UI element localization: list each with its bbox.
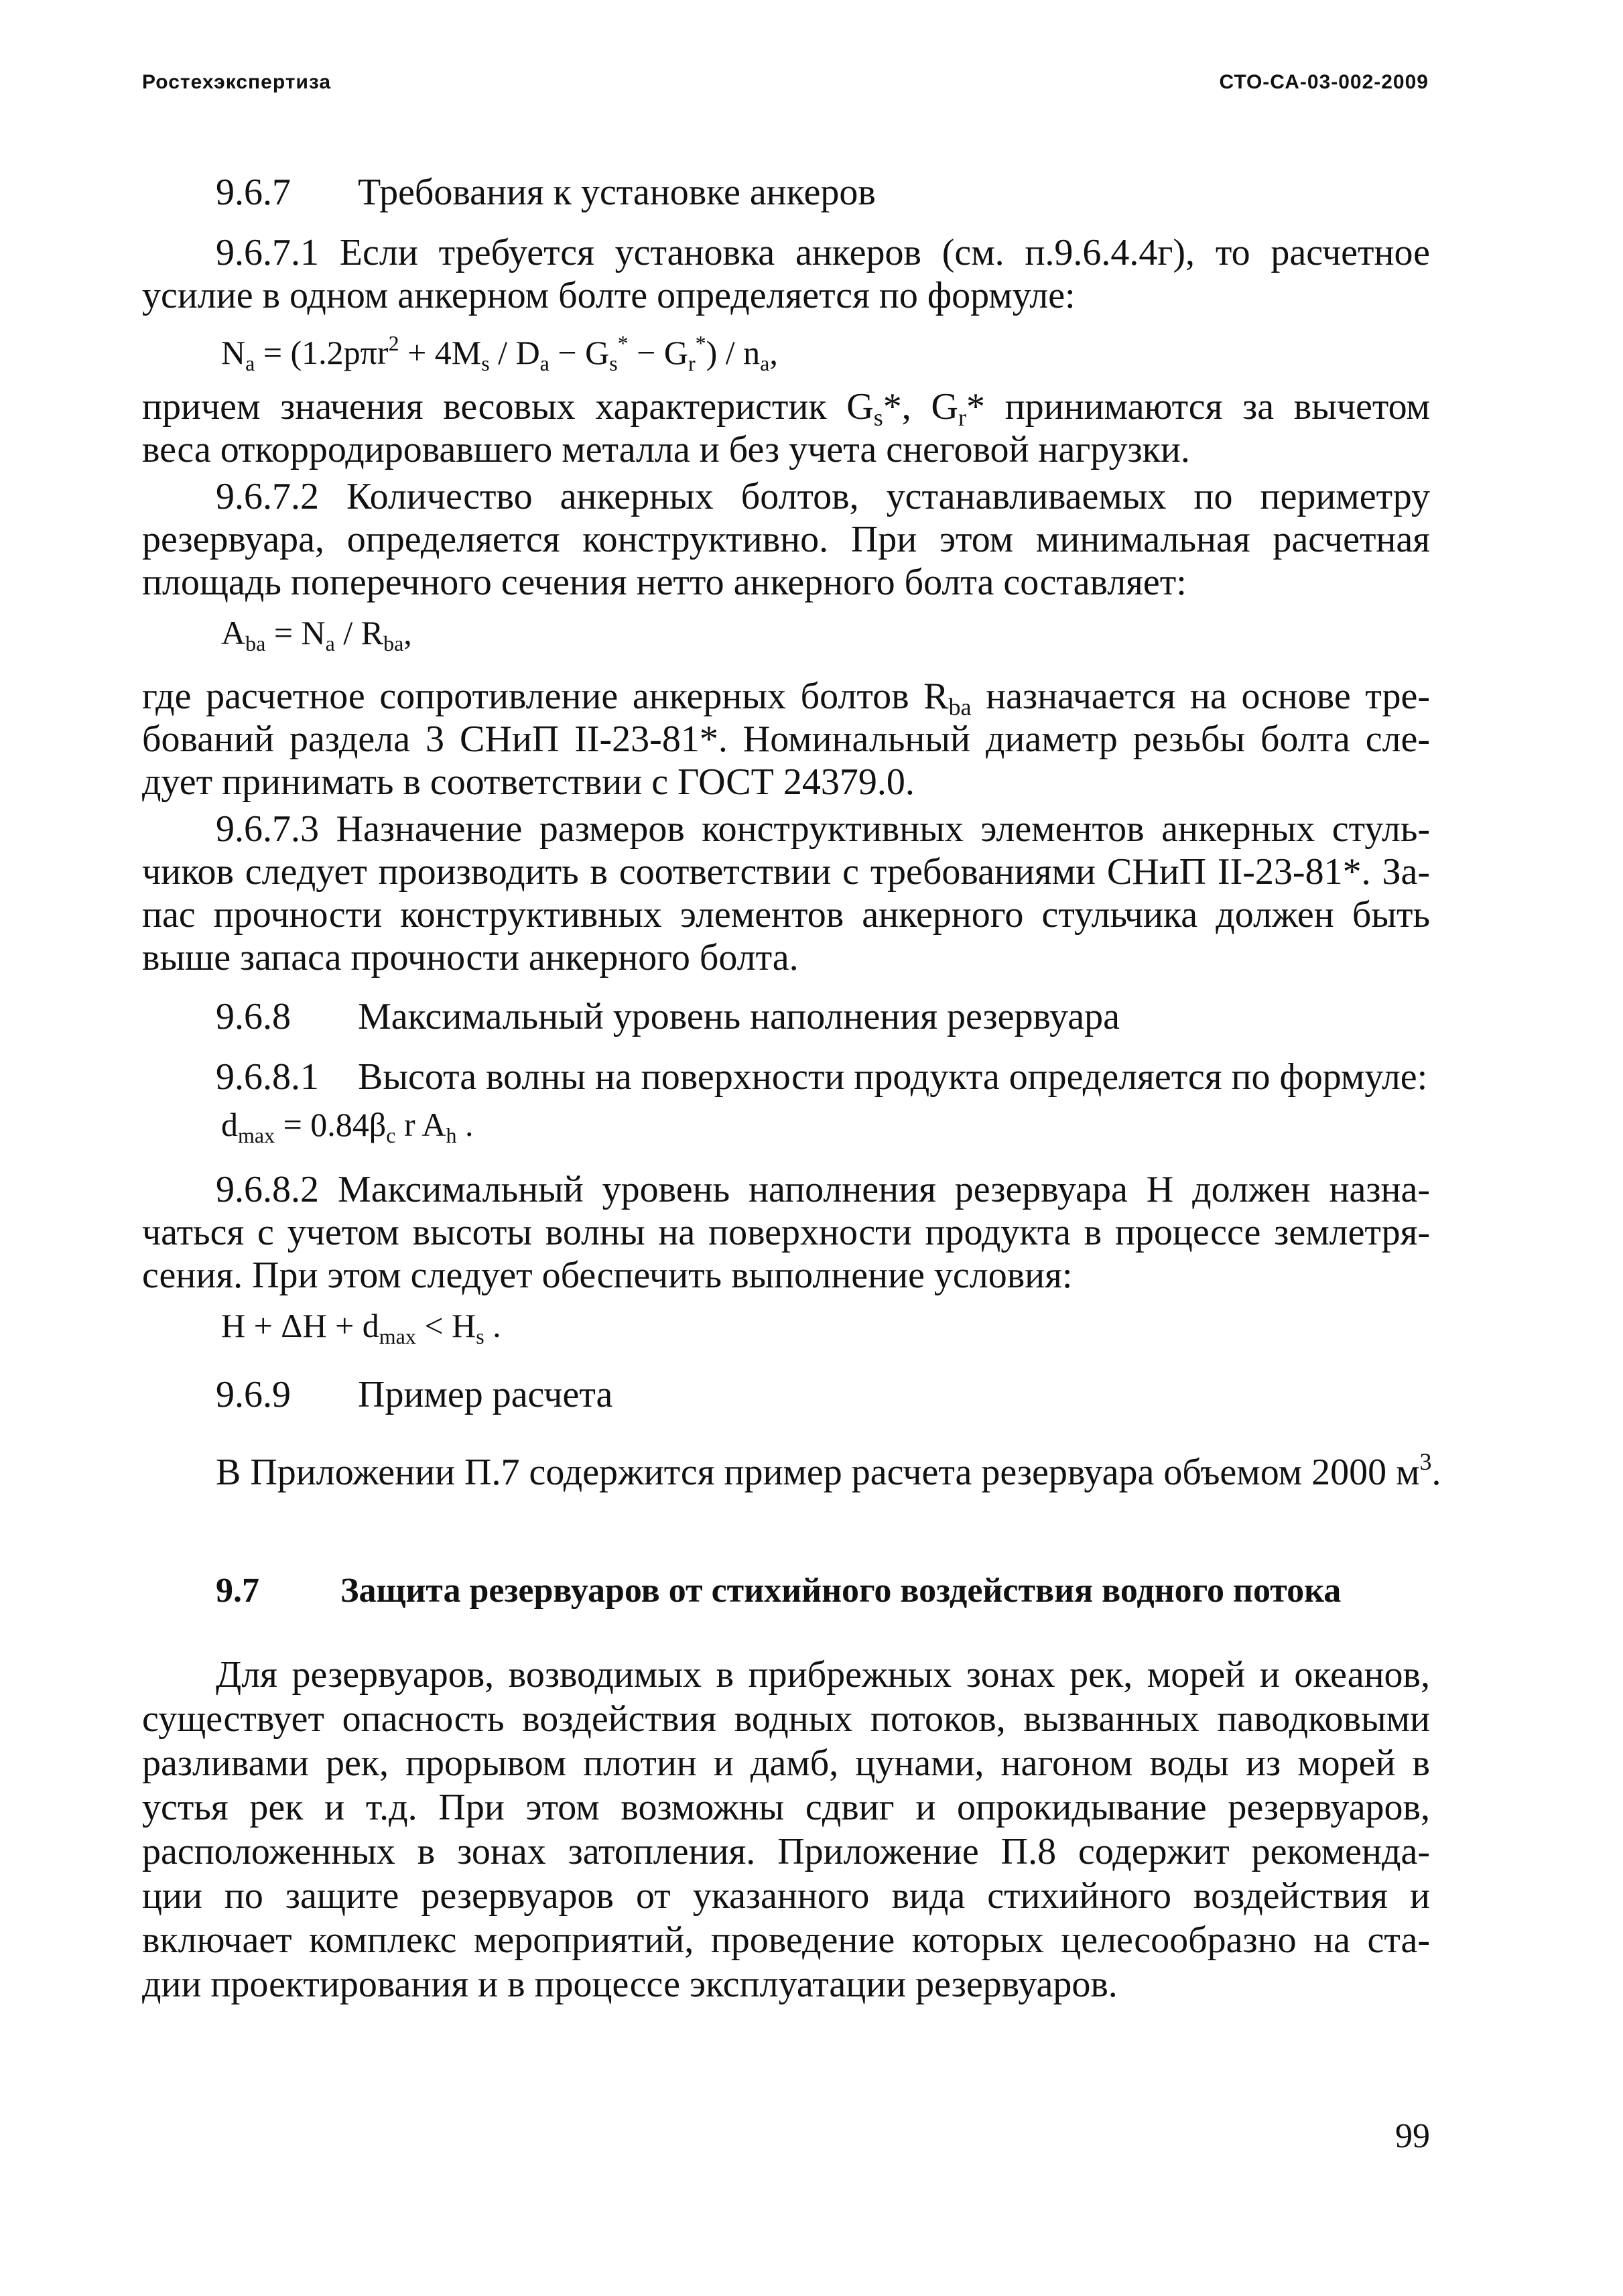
paragraph-9-7-line: ции по защите резервуаров от указанного вида стихийного воздействия и [142, 1875, 1430, 1917]
section-number: 9.7 [216, 1572, 259, 1610]
subsection-9-6-8-heading [216, 993, 1430, 1040]
formula-anchor-force: $N_a = (1.2p\pi r^2 + 4M_s / D_a - G_s^* - G_r^*) / n_a$, [221, 331, 778, 375]
header-doc-code: СТО-СА-03-002-2009 [1219, 71, 1429, 93]
paragraph-9-6-7-1-line: усилие в одном анкерном болте определяется по формуле: [142, 275, 1076, 316]
paragraph-line: причем значения весовых характеристик $G_s*$, $G_r*$ принимаются за вычетом [142, 386, 1430, 431]
section-9-7-heading [216, 1571, 1430, 1610]
section-title: Защита резервуаров от стихийного воздействия водного потока [340, 1572, 1342, 1610]
subsection-number: 9.6.9 [216, 1374, 291, 1415]
paragraph-9-7-line: существует опасность воздействия водных потоков, вызванных паводковыми [142, 1698, 1430, 1740]
paragraph-9-7-line: устья рек и т.д. При этом возможны сдвиг и опрокидывание резервуаров, [142, 1787, 1430, 1828]
formula-wave-height: $d_{max} = 0.84\beta_c$ r $A_h$ . [221, 1106, 474, 1147]
paragraph-9-7-line: включает комплекс мероприятий, проведение которых целесообразно на ста- [142, 1919, 1430, 1961]
paragraph-9-6-7-3-line: чиков следует производить в соответствии с требованиями СНиП II-23-81*. За- [142, 851, 1430, 893]
paragraph-9-6-8-2-line: 9.6.8.2 Максимальный уровень наполнения резервуара H должен назна- [216, 1169, 1430, 1210]
formula-bolt-area: $A_{ba} = N_a / R_{ba}$, [221, 614, 412, 655]
paragraph-9-6-7-1-line: 9.6.7.1 Если требуется установка анкеров (см. п.9.6.4.4г), то расчетное [216, 232, 1430, 273]
subsection-title: Пример расчета [358, 1374, 613, 1415]
subsection-number: 9.6.8 [216, 996, 291, 1037]
paragraph-9-7-line: разливами рек, прорывом плотин и дамб, цунами, нагоном воды из морей в [142, 1742, 1430, 1784]
page-number: 99 [1395, 2117, 1430, 2155]
paragraph-9-6-7-3-line: выше запаса прочности анкерного болта. [142, 937, 799, 978]
paragraph-9-6-7-3-line: пас прочности конструктивных элементов анкерного стульчика должен быть [142, 894, 1430, 936]
subsection-9-6-9-heading [216, 1371, 1430, 1418]
subsection-title: Максимальный уровень наполнения резервуара [358, 996, 1120, 1037]
paragraph-9-7-line: Для резервуаров, возводимых в прибрежных зонах рек, морей и океанов, [216, 1654, 1430, 1696]
paragraph-9-6-8-2-line: чаться с учетом высоты волны на поверхности продукта в процессе землетря- [142, 1212, 1430, 1253]
paragraph-9-6-8-1: 9.6.8.1 Высота волны на поверхности продукта определяется по формуле: [216, 1056, 1428, 1098]
paragraph-line: где расчетное сопротивление анкерных болтов $R_{ba}$ назначается на основе тре- [142, 676, 1430, 720]
subsection-9-6-7-heading [216, 169, 1430, 216]
header-org: Ростехэкспертиза [142, 71, 332, 93]
paragraph-9-6-7-2-line: 9.6.7.2 Количество анкерных болтов, устанавливаемых по периметру [216, 476, 1430, 517]
paragraph-line: веса откорродировавшего металла и без учета снеговой нагрузки. [142, 429, 1190, 470]
paragraph-9-6-7-3-line: 9.6.7.3 Назначение размеров конструктивных элементов анкерных стуль- [216, 808, 1430, 850]
paragraph-9-6-7-2-line: площадь поперечного сечения нетто анкерного болта составляет: [142, 562, 1187, 603]
paragraph-9-6-7-2-line: резервуара, определяется конструктивно. При этом минимальная расчетная [142, 519, 1430, 560]
paragraph-9-7-line: дии проектирования и в процессе эксплуатации резервуаров. [142, 1964, 1118, 2005]
paragraph-line: бований раздела 3 СНиП II-23-81*. Номинальный диаметр резьбы болта сле- [142, 718, 1430, 760]
paragraph-9-6-8-2-line: сения. При этом следует обеспечить выполнение условия: [142, 1255, 1073, 1296]
subsection-title: Требования к установке анкеров [358, 172, 876, 213]
paragraph-line: дует принимать в соответствии с ГОСТ 24379.0. [142, 761, 915, 803]
paragraph-9-6-9: В Приложении П.7 содержится пример расчета резервуара объемом 2000 $м^3$. [216, 1448, 1441, 1493]
paragraph-9-7-line: расположенных в зонах затопления. Приложение П.8 содержит рекоменда- [142, 1831, 1430, 1872]
formula-fill-level-condition: $H + \Delta H + d_{max} < H_s$ . [221, 1307, 501, 1348]
subsection-number: 9.6.7 [216, 172, 291, 213]
